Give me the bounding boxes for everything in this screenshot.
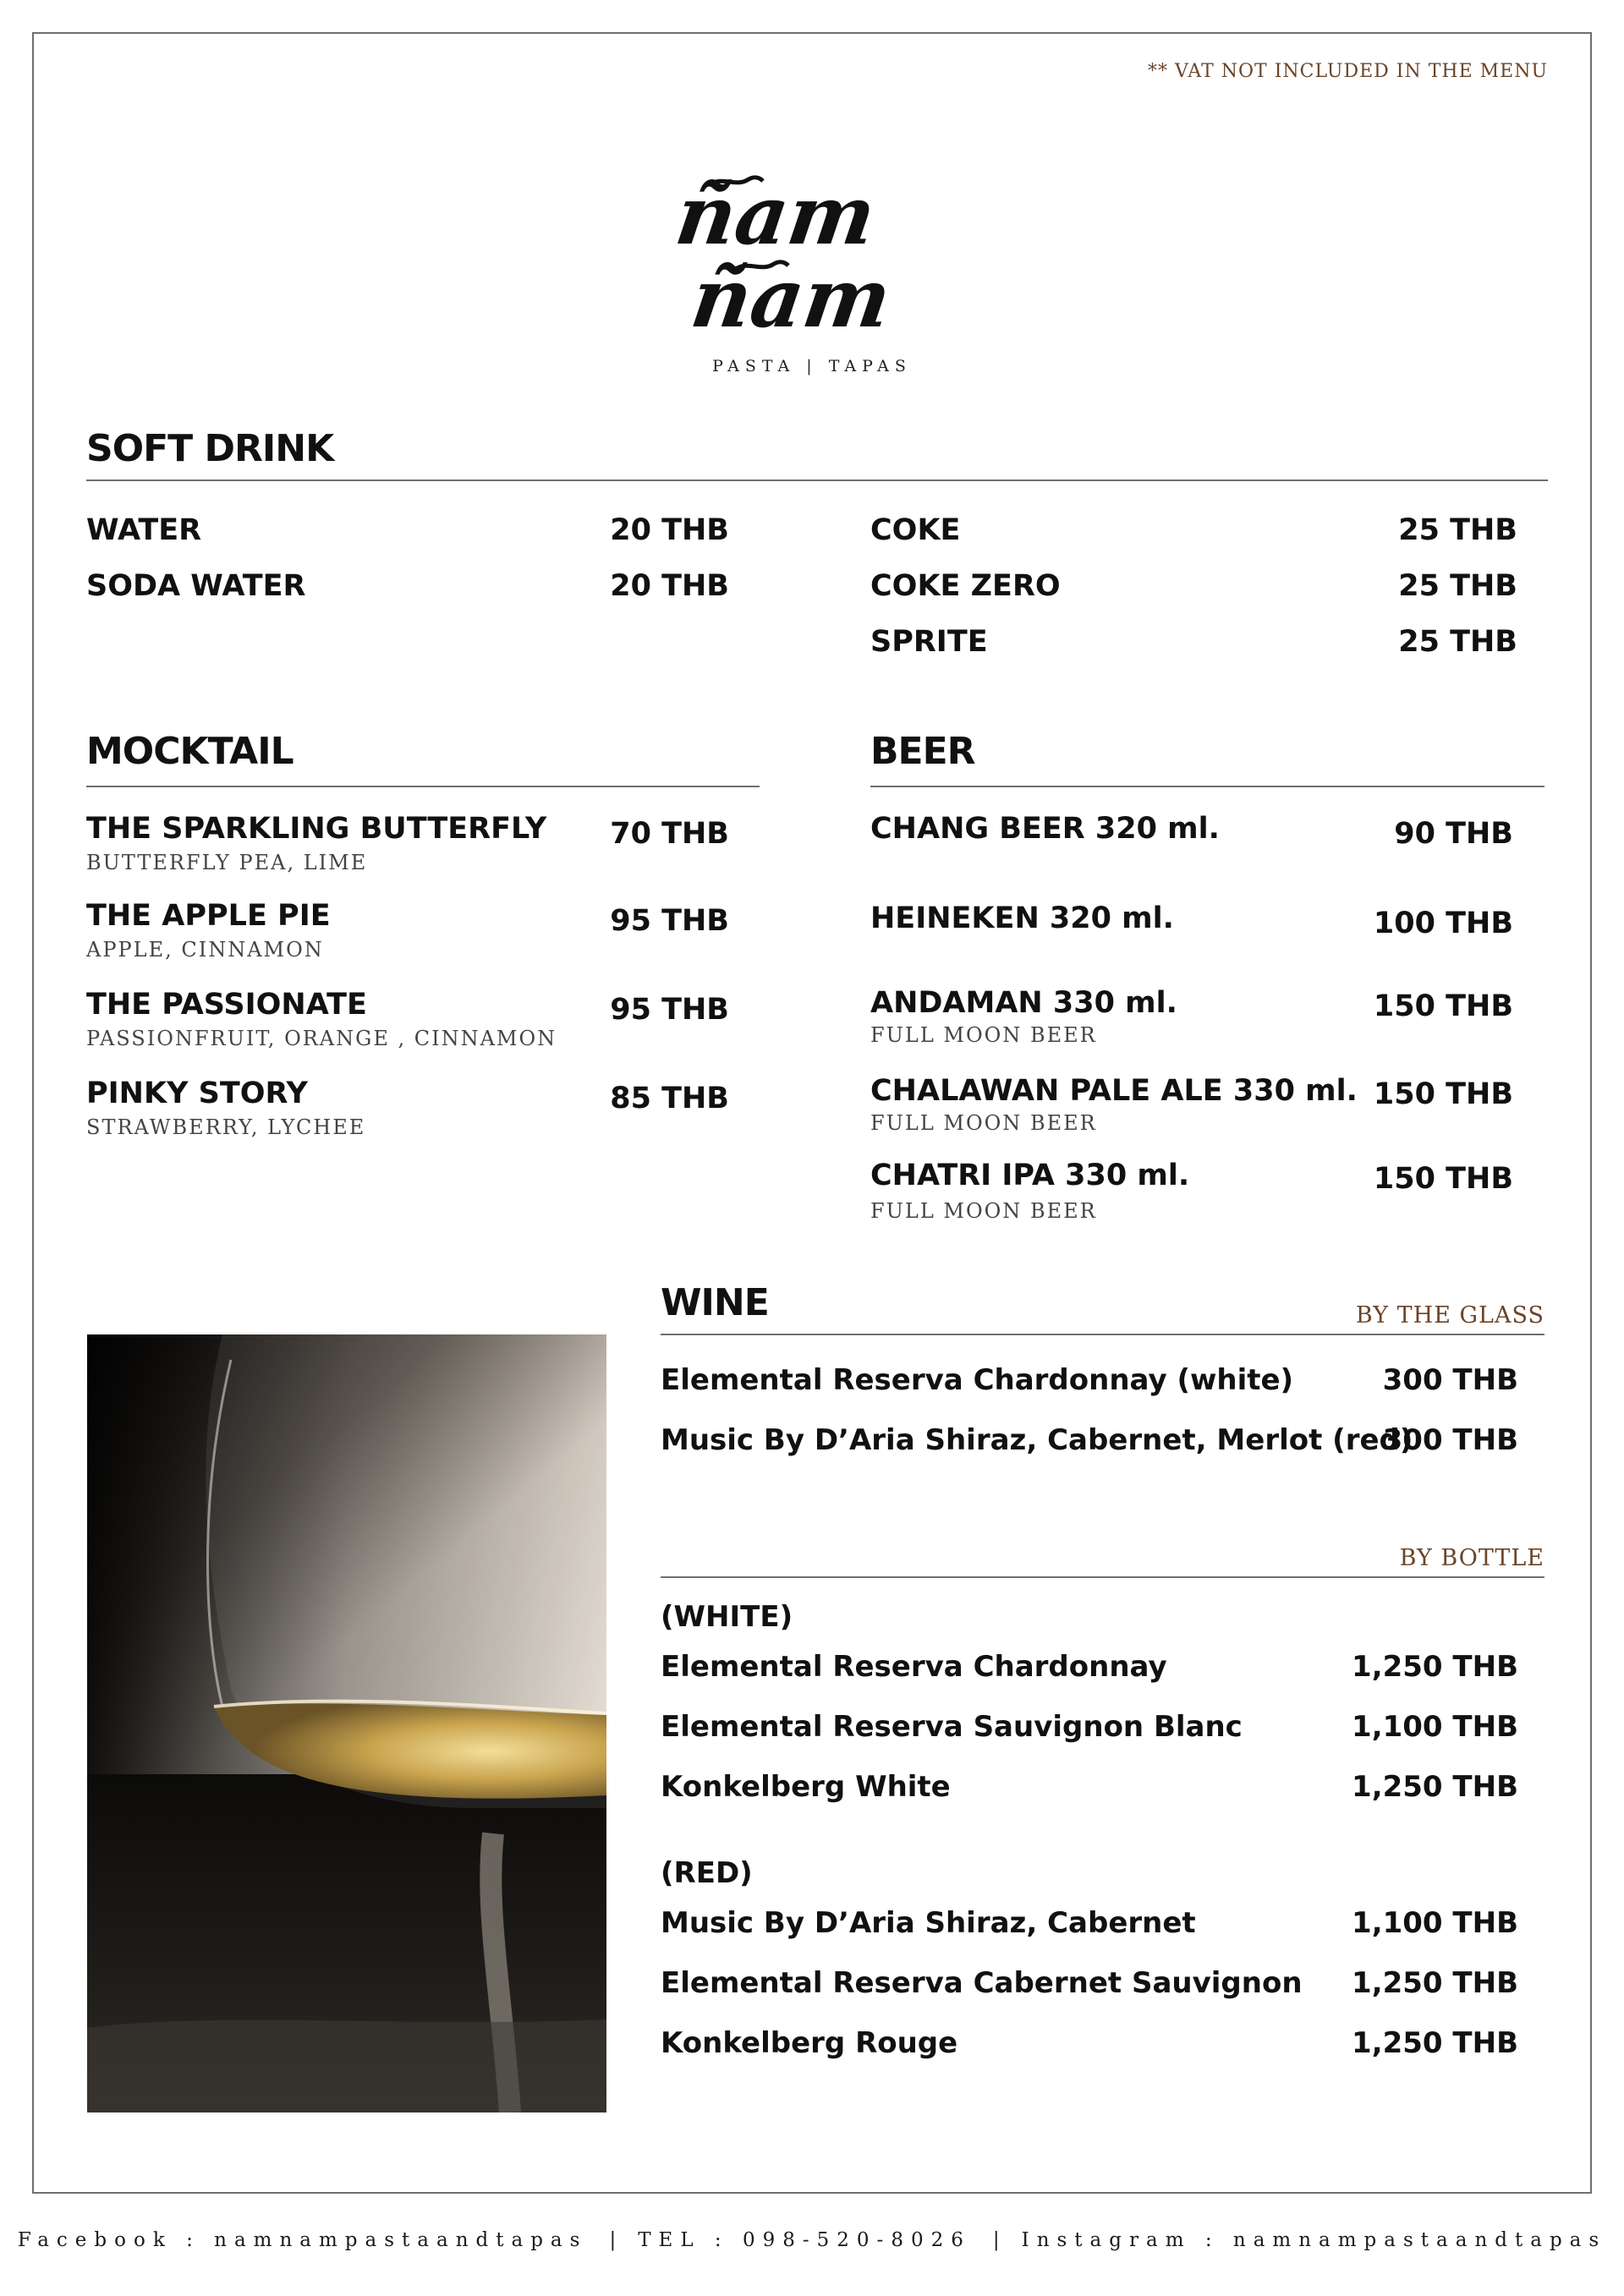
mocktail-divider	[86, 786, 760, 787]
item-price: 85 THB	[610, 1082, 729, 1115]
item-name: THE PASSIONATE	[86, 988, 367, 1022]
by-the-glass-label: BY THE GLASS	[1355, 1302, 1544, 1329]
item-name: COKE	[870, 513, 961, 547]
logo-subtitle: PASTA | TAPAS	[712, 357, 912, 375]
item-price: 95 THB	[610, 993, 729, 1027]
item-name: Music By D’Aria Shiraz, Cabernet, Merlot (red)	[661, 1423, 1413, 1457]
item-price: 1,250 THB	[1352, 1966, 1518, 2000]
item-description: FULL MOON BEER	[870, 1111, 1097, 1135]
item-name: Elemental Reserva Sauvignon Blanc	[661, 1710, 1243, 1744]
item-price: 20 THB	[610, 513, 729, 547]
item-price: 1,250 THB	[1352, 1770, 1518, 1804]
footer-separator: |	[609, 2229, 617, 2251]
item-name: ANDAMAN 330 ml.	[870, 986, 1177, 1020]
item-name: CHANG BEER 320 ml.	[870, 812, 1220, 846]
soft-drink-heading: SOFT DRINK	[86, 427, 334, 470]
beer-divider	[870, 786, 1544, 787]
phone-number[interactable]: TEL : 098-520-8026	[638, 2229, 971, 2251]
wine-divider	[661, 1334, 1544, 1335]
mocktail-heading: MOCKTAIL	[86, 730, 294, 773]
item-name: THE SPARKLING BUTTERFLY	[86, 812, 547, 846]
item-name: Konkelberg White	[661, 1770, 951, 1804]
item-description: PASSIONFRUIT, ORANGE , CINNAMON	[86, 1027, 557, 1050]
item-name: CHALAWAN PALE ALE 330 ml.	[870, 1074, 1358, 1108]
item-price: 20 THB	[610, 569, 729, 603]
wine-heading: WINE	[661, 1281, 769, 1324]
item-description: BUTTERFLY PEA, LIME	[86, 851, 368, 874]
item-price: 1,250 THB	[1352, 2026, 1518, 2060]
item-name: SODA WATER	[86, 569, 306, 603]
item-name: COKE ZERO	[870, 569, 1061, 603]
item-price: 300 THB	[1382, 1363, 1518, 1397]
vat-note: ** VAT NOT INCLUDED IN THE MENU	[1148, 61, 1548, 82]
item-description: APPLE, CINNAMON	[86, 938, 324, 962]
item-name: Music By D’Aria Shiraz, Cabernet	[661, 1906, 1196, 1940]
item-price: 300 THB	[1382, 1423, 1518, 1457]
contact-footer	[0, 2229, 1624, 2251]
item-name: PINKY STORY	[86, 1077, 308, 1110]
soft-drink-divider	[86, 479, 1548, 481]
item-price: 150 THB	[1373, 1077, 1513, 1111]
logo-line-2: ñam	[685, 249, 897, 338]
item-description: FULL MOON BEER	[870, 1199, 1097, 1223]
white-wine-label: (WHITE)	[661, 1600, 793, 1634]
item-price: 90 THB	[1394, 817, 1513, 851]
item-name: WATER	[86, 513, 202, 547]
item-description: FULL MOON BEER	[870, 1023, 1097, 1047]
item-price: 70 THB	[610, 817, 729, 851]
item-price: 1,100 THB	[1352, 1710, 1518, 1744]
logo-line-1: ñam	[670, 169, 881, 263]
item-name: Konkelberg Rouge	[661, 2026, 958, 2060]
item-price: 25 THB	[1398, 569, 1517, 603]
bottle-divider	[661, 1576, 1544, 1578]
item-name: SPRITE	[870, 625, 988, 659]
footer-separator: |	[992, 2229, 1000, 2251]
restaurant-logo	[660, 169, 964, 389]
item-description: STRAWBERRY, LYCHEE	[86, 1115, 366, 1139]
item-name: THE APPLE PIE	[86, 899, 331, 933]
item-name: CHATRI IPA 330 ml.	[870, 1159, 1190, 1192]
item-price: 25 THB	[1398, 513, 1517, 547]
item-name: Elemental Reserva Cabernet Sauvignon	[661, 1966, 1303, 2000]
item-price: 25 THB	[1398, 625, 1517, 659]
item-price: 1,250 THB	[1352, 1650, 1518, 1684]
wine-glass-photo	[87, 1334, 606, 2112]
item-price: 95 THB	[610, 904, 729, 938]
by-bottle-label: BY BOTTLE	[1399, 1545, 1544, 1571]
facebook-link[interactable]: Facebook : namnampastaandtapas	[17, 2229, 588, 2251]
beer-heading: BEER	[870, 730, 975, 773]
item-name: HEINEKEN 320 ml.	[870, 901, 1174, 935]
logo-wordmark	[660, 169, 964, 338]
red-wine-label: (RED)	[661, 1856, 753, 1890]
item-price: 150 THB	[1373, 989, 1513, 1023]
item-name: Elemental Reserva Chardonnay	[661, 1650, 1167, 1684]
item-price: 150 THB	[1373, 1162, 1513, 1196]
item-price: 100 THB	[1373, 907, 1513, 940]
instagram-link[interactable]: Instagram : namnampastaandtapas	[1021, 2229, 1607, 2251]
item-price: 1,100 THB	[1352, 1906, 1518, 1940]
item-name: Elemental Reserva Chardonnay (white)	[661, 1363, 1294, 1397]
